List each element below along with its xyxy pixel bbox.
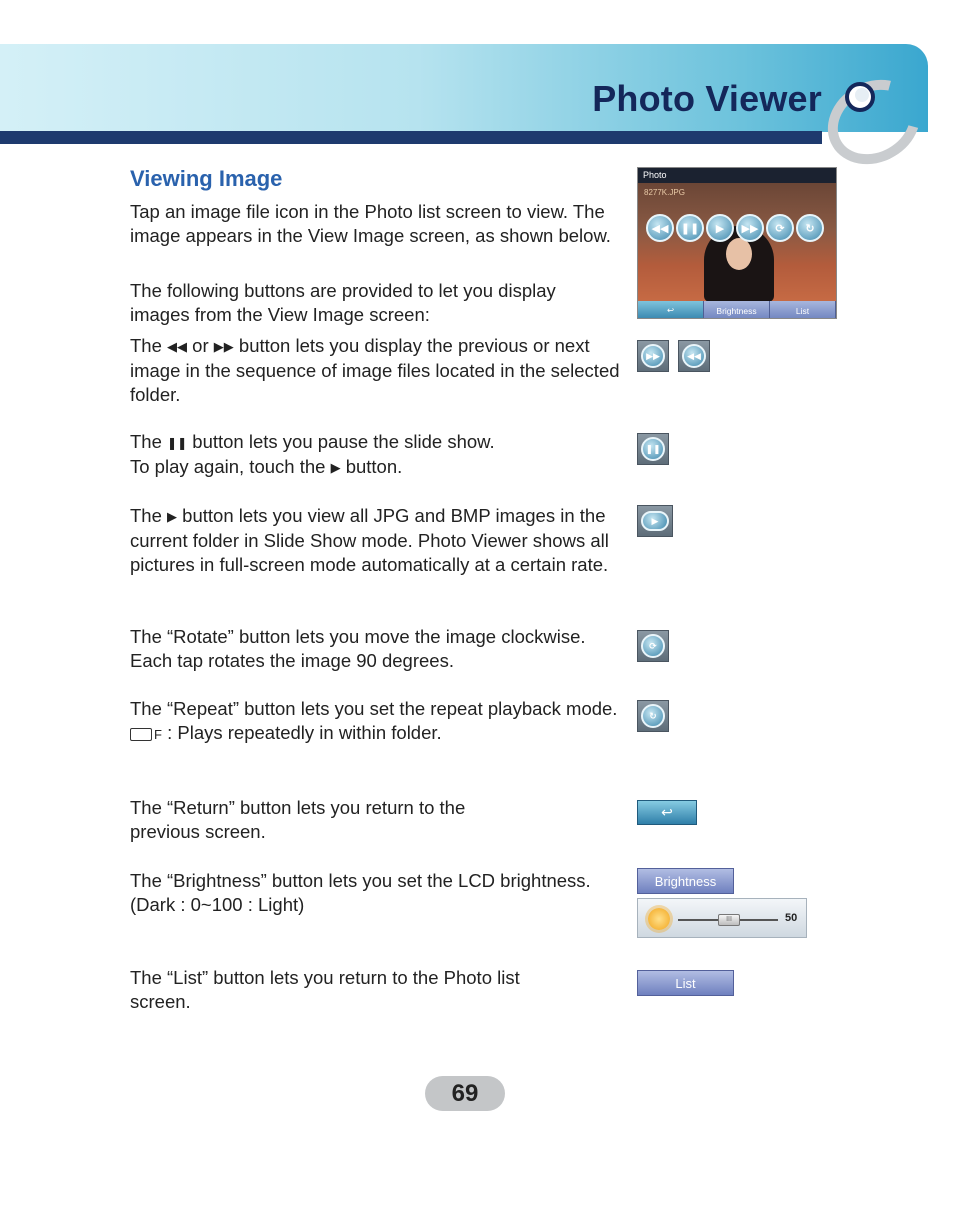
rewind-side-icon	[678, 340, 710, 372]
text: The “Repeat” button lets you set the repeat playback mode.	[130, 698, 618, 719]
repeat-paragraph	[130, 697, 620, 747]
play-icon: ▶	[330, 460, 341, 476]
list-paragraph: The “List” button lets you return to the Photo list screen.	[130, 967, 520, 1012]
text: The	[130, 335, 168, 356]
intro-paragraph-1: Tap an image file icon in the Photo list screen to view. The image appears in the View Image screen, as shown below.	[130, 201, 611, 246]
return-icon: ↩	[661, 804, 673, 820]
pause-side-icon	[637, 433, 669, 465]
play-side-icon	[637, 505, 673, 537]
repeat-icon: ↻	[641, 704, 665, 728]
text: button lets you display the previous or next image in the sequence of image files located in the selected folder.	[130, 335, 620, 406]
screen-app-title: Photo	[643, 170, 667, 180]
slider-thumb[interactable]: III	[718, 914, 740, 926]
repeat-side-icon	[637, 700, 669, 732]
rotate-paragraph: The “Rotate” button lets you move the image clockwise. Each tap rotates the image 90 degrees.	[130, 626, 586, 671]
text: The	[130, 505, 168, 526]
sun-icon	[648, 908, 670, 930]
view-image-screenshot	[637, 167, 837, 319]
screen-control-buttons	[646, 214, 832, 242]
folder-letter: F	[154, 727, 162, 742]
intro-paragraph-2: The following buttons are provided to let you display images from the View Image screen:	[130, 280, 556, 325]
brightness-slider[interactable]	[637, 898, 807, 938]
rotate-side-icon	[637, 630, 669, 662]
rotate-button[interactable]: ⟳	[766, 214, 794, 242]
rewind-icon: ◀◀	[167, 339, 188, 355]
text: or	[187, 335, 214, 356]
photo-face	[726, 238, 752, 270]
text: button lets you view all JPG and BMP images in the current folder in Slide Show mode. Photo Viewer shows all pictures in full-screen mode automatically at a certain rate.	[130, 505, 609, 576]
fast-forward-icon: ▶▶	[213, 339, 234, 355]
header-stripe	[0, 131, 822, 144]
text: (Dark : 0~100 : Light)	[130, 894, 305, 915]
rewind-icon: ◀◀	[682, 344, 706, 368]
pause-button[interactable]: ❚❚	[676, 214, 704, 242]
ring-logo-dot	[855, 88, 869, 102]
play-icon: ▶	[641, 511, 669, 531]
slider-value: 50	[785, 912, 798, 924]
text: : Plays repeatedly in within folder.	[161, 722, 442, 743]
screen-status-bar	[638, 168, 836, 183]
return-button[interactable]	[637, 800, 697, 825]
section-title: Viewing Image	[130, 166, 283, 191]
pause-icon: ❚❚	[167, 436, 188, 451]
fast-forward-side-icon	[637, 340, 669, 372]
prev-next-paragraph	[130, 334, 620, 407]
brightness-button[interactable]: Brightness	[637, 868, 734, 894]
return-paragraph	[130, 796, 620, 844]
page-title: Photo Viewer	[592, 78, 822, 119]
rotate-icon: ⟳	[641, 634, 665, 658]
play-icon: ▶	[167, 509, 178, 525]
folder-repeat-icon	[130, 728, 152, 741]
play-paragraph	[130, 504, 620, 577]
text: To play again, touch the	[130, 456, 331, 478]
fast-forward-button[interactable]: ▶▶	[736, 214, 764, 242]
pause-icon: ❚❚	[641, 437, 665, 461]
screen-return-button[interactable]: ↩	[638, 301, 704, 319]
play-button[interactable]: ▶	[706, 214, 734, 242]
fast-forward-icon: ▶▶	[641, 344, 665, 368]
screen-list-button[interactable]: List	[770, 301, 836, 319]
rewind-button[interactable]: ◀◀	[646, 214, 674, 242]
screen-brightness-button[interactable]: Brightness	[704, 301, 770, 319]
screen-file-name: 8277K.JPG	[644, 188, 685, 197]
screen-bottom-bar	[638, 301, 836, 319]
brightness-paragraph	[130, 869, 620, 917]
text: button lets you pause the slide show.	[187, 431, 495, 452]
text: The	[130, 431, 168, 452]
text: previous screen.	[130, 821, 266, 842]
list-button[interactable]: List	[637, 970, 734, 996]
repeat-button[interactable]: ↻	[796, 214, 824, 242]
text: The “Return” button lets you return to the	[130, 797, 466, 818]
pause-paragraph	[130, 430, 620, 480]
text: The “Brightness” button lets you set the LCD brightness.	[130, 870, 591, 891]
text: button.	[340, 456, 403, 478]
page-number: 69	[425, 1076, 505, 1111]
